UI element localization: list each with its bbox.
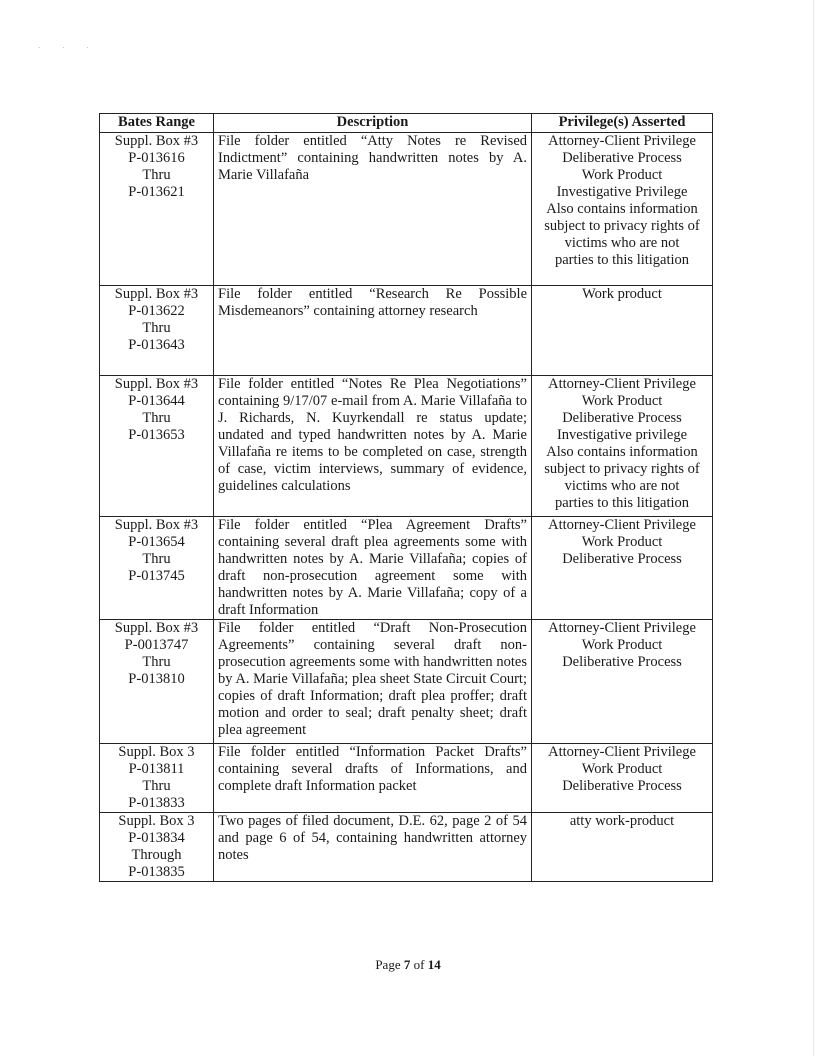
bates-line: Thru [142, 654, 171, 670]
footer-current-page: 7 [403, 957, 411, 972]
header-description: Description [214, 114, 532, 133]
description-cell: Two pages of filed document, D.E. 62, page 2 of 54 and page 6 of 54, containing handwritten attorney notes [214, 813, 532, 882]
bates-range-cell [100, 376, 214, 517]
bates-line: Through [131, 847, 182, 863]
privilege-line: Deliberative Process [562, 654, 682, 670]
privilege-log-table [99, 113, 713, 882]
bates-range-cell [100, 620, 214, 744]
table-row [100, 376, 713, 517]
privilege-line: Attorney-Client Privilege [548, 620, 696, 636]
bates-range-cell [100, 286, 214, 376]
table-header-row [100, 114, 713, 133]
description-cell: File folder entitled “Notes Re Plea Negotiations” containing 9/17/07 e-mail from A. Marie Villafaña to J. Richards, N. Kuyrkendall re status update; undated and typed handwritten notes by A. Marie Villafaña re items to be completed on case, strength of case, victim interviews, summary of evidence, guidelines calculations [214, 376, 532, 517]
bates-line: P-013643 [128, 337, 185, 353]
bates-line: Suppl. Box #3 [114, 133, 199, 149]
bates-line: P-013616 [128, 150, 185, 166]
bates-line: Thru [142, 410, 171, 426]
privilege-line: subject to privacy rights of [544, 218, 700, 234]
privilege-line: parties to this litigation [554, 252, 690, 268]
table-row [100, 813, 713, 882]
header-privilege-asserted: Privilege(s) Asserted [532, 114, 713, 133]
privilege-cell [532, 620, 713, 744]
bates-line: Thru [142, 320, 171, 336]
bates-range-cell [100, 517, 214, 620]
bates-line: P-013653 [128, 427, 185, 443]
bates-line: P-013833 [128, 795, 185, 811]
bates-line: P-013745 [128, 568, 185, 584]
privilege-cell [532, 376, 713, 517]
privilege-line: subject to privacy rights of [544, 461, 700, 477]
table-row [100, 286, 713, 376]
table-row [100, 517, 713, 620]
privilege-line: Work Product [581, 761, 663, 777]
privilege-line: Attorney-Client Privilege [548, 744, 696, 760]
privilege-line: Deliberative Process [562, 551, 682, 567]
scan-specks: · · · [38, 44, 99, 52]
privilege-line: victims who are not [564, 478, 680, 494]
privilege-line: Attorney-Client Privilege [548, 133, 696, 149]
privilege-line: Deliberative Process [562, 410, 682, 426]
privilege-cell [532, 813, 713, 882]
privilege-line: Attorney-Client Privilege [548, 376, 696, 392]
bates-line: P-013621 [128, 184, 185, 200]
privilege-line: Deliberative Process [562, 778, 682, 794]
header-bates-range: Bates Range [100, 114, 214, 133]
description-cell: File folder entitled “Draft Non-Prosecution Agreements” containing several draft non-prosecution agreements some with handwritten notes by A. Marie Villafaña; plea sheet State Circuit Court; copies of draft Information; draft plea proffer; draft motion and order to seal; draft penalty sheet; draft plea agreement [214, 620, 532, 744]
privilege-cell [532, 744, 713, 813]
privilege-line: Deliberative Process [562, 150, 682, 166]
privilege-cell [532, 517, 713, 620]
bates-line: Suppl. Box #3 [114, 286, 199, 302]
privilege-line: Work Product [581, 393, 663, 409]
privilege-line: Attorney-Client Privilege [548, 517, 696, 533]
table-row [100, 744, 713, 813]
bates-line: Suppl. Box #3 [114, 517, 199, 533]
privilege-cell [532, 286, 713, 376]
footer-total-pages: 14 [427, 957, 441, 972]
description-cell: File folder entitled “Research Re Possible Misdemeanors” containing attorney research [214, 286, 532, 376]
privilege-line: Also contains information [546, 444, 698, 460]
privilege-line: Work Product [581, 637, 663, 653]
description-cell: File folder entitled “Atty Notes re Revised Indictment” containing handwritten notes by A. Marie Villafaña [214, 133, 532, 286]
bates-line: Thru [142, 551, 171, 567]
description-cell: File folder entitled “Information Packet Drafts” containing several drafts of Informations, and complete draft Information packet [214, 744, 532, 813]
table-row [100, 133, 713, 286]
page-footer [0, 957, 816, 973]
privilege-line: Investigative privilege [556, 427, 688, 443]
bates-line: P-013835 [128, 864, 185, 880]
bates-line: Suppl. Box 3 [118, 744, 195, 760]
bates-line: P-013654 [128, 534, 185, 550]
bates-line: Suppl. Box #3 [114, 376, 199, 392]
privilege-line: Also contains information [546, 201, 698, 217]
bates-line: Thru [142, 167, 171, 183]
bates-line: Suppl. Box 3 [118, 813, 195, 829]
footer-middle: of [410, 957, 428, 972]
bates-line: P-013811 [128, 761, 185, 777]
scan-edge [813, 0, 814, 1056]
bates-range-cell [100, 744, 214, 813]
bates-line: P-013644 [128, 393, 185, 409]
table-row [100, 620, 713, 744]
bates-line: Suppl. Box #3 [114, 620, 199, 636]
privilege-line: atty work-product [569, 813, 675, 829]
privilege-line: Work Product [581, 167, 663, 183]
privilege-line: Work product [582, 286, 662, 302]
footer-prefix: Page [375, 957, 404, 972]
bates-line: P-0013747 [124, 637, 189, 653]
privilege-line: parties to this litigation [554, 495, 690, 511]
privilege-cell [532, 133, 713, 286]
privilege-line: victims who are not [564, 235, 680, 251]
description-cell: File folder entitled “Plea Agreement Drafts” containing several draft plea agreements some with handwritten notes by A. Marie Villafaña; copies of draft non-prosecution agreement some with handwritten notes by A. Marie Villafaña; copy of a draft Information [214, 517, 532, 620]
privilege-line: Work Product [581, 534, 663, 550]
bates-range-cell [100, 133, 214, 286]
bates-line: P-013834 [128, 830, 185, 846]
bates-line: P-013622 [128, 303, 185, 319]
bates-line: Thru [142, 778, 171, 794]
bates-range-cell [100, 813, 214, 882]
privilege-line: Investigative Privilege [556, 184, 688, 200]
bates-line: P-013810 [128, 671, 185, 687]
